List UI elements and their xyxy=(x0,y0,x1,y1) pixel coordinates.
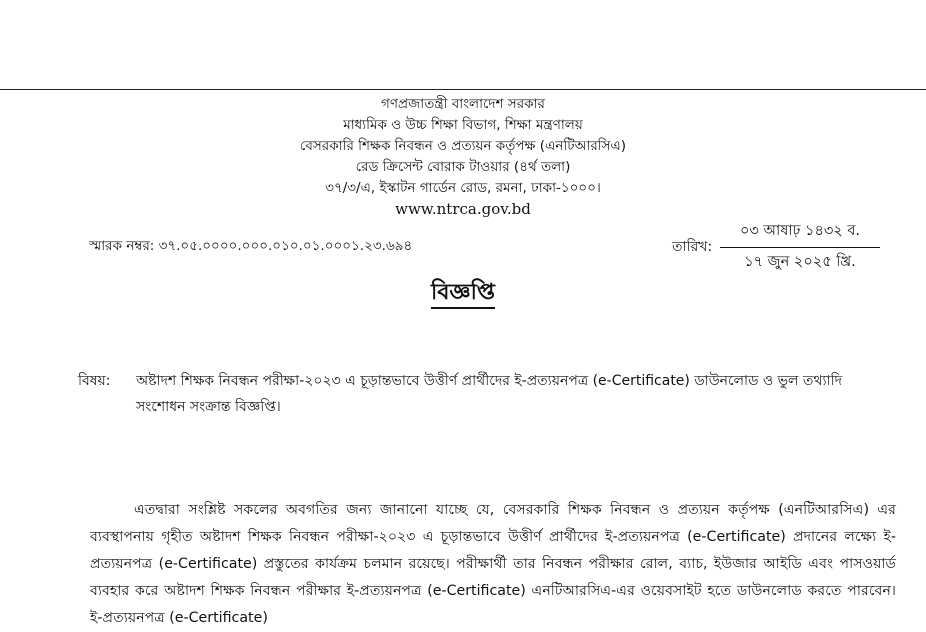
date-values xyxy=(720,220,880,275)
date-label: তারিখ: xyxy=(672,239,713,255)
subject-text: অষ্টাদশ শিক্ষক নিবন্ধন পরীক্ষা-২০২৩ এ চূড়ান্তভাবে উত্তীর্ণ প্রার্থীদের ই-প্রত্যয়নপত্র (e-Certificate) ডাউনলোড ও ভুল তথ্যাদি সংশোধন সংক্রান্ত বিজ্ঞপ্তি। xyxy=(136,373,842,415)
body-paragraph: এতদ্বারা সংশ্লিষ্ট সকলের অবগতির জন্য জানানো যাচ্ছে যে, বেসরকারি শিক্ষক নিবন্ধন ও প্রত্যয়ন কর্তৃপক্ষ (এনটিআরসিএ) এর ব্যবস্থাপনায় গৃহীত অষ্টাদশ শিক্ষক নিবন্ধন পরীক্ষা-২০২৩ এ চূড়ান্তভাবে উত্তীর্ণ প্রার্থীদের ই-প্রত্যয়নপত্র (e-Certificate) প্রদানের লক্ষ্যে ই-প্রত্যয়নপত্র (e-Certificate) প্রস্তুতের কার্যক্রম চলমান রয়েছে। পরীক্ষার্থী তার নিবন্ধন পরীক্ষার রোল, ব্যাচ, ইউজার আইডি এবং পাসওয়ার্ড ব্যবহার করে অষ্টাদশ শিক্ষক নিবন্ধন পরীক্ষার ই-প্রত্যয়নপত্র (e-Certificate) এনটিআরসিএ-এর ওয়েবসাইট হতে ডাউনলোড করতে পারবেন। ই-প্রত্যয়নপত্র (e-Certificate) xyxy=(90,502,896,626)
letterhead-website: www.ntrca.gov.bd xyxy=(395,200,531,218)
letterhead-address: ৩৭/৩/এ, ইস্কাটন গার্ডেন রোড, রমনা, ঢাকা-১০০০। xyxy=(325,180,601,196)
subject-label: বিষয়: xyxy=(78,373,111,389)
notice-document xyxy=(0,90,926,632)
date-bengali: ০৩ আষাঢ় ১৪৩২ ব. xyxy=(720,220,880,248)
letterhead-authority: বেসরকারি শিক্ষক নিবন্ধন ও প্রত্যয়ন কর্তৃপক্ষ (এনটিআরসিএ) xyxy=(299,138,627,154)
letterhead xyxy=(0,94,926,220)
date-gregorian: ১৭ জুন ২০২৫ খ্রি. xyxy=(744,254,856,270)
top-blank-area xyxy=(0,0,926,90)
notice-title-text: বিজ্ঞপ্তি xyxy=(431,280,495,309)
notice-title xyxy=(0,275,926,312)
memo-number: স্মারক নম্বর: ৩৭.০৫.০০০০.০০০.০১০.০১.০০০১.২৩.৬৯৪ xyxy=(89,238,413,254)
letterhead-government: গণপ্রজাতন্ত্রী বাংলাদেশ সরকার xyxy=(381,96,545,112)
letterhead-building: রেড ক্রিসেন্ট বোরাক টাওয়ার (৪র্থ তলা) xyxy=(355,159,571,175)
subject-block xyxy=(78,368,878,420)
letterhead-ministry: মাধ্যমিক ও উচ্চ শিক্ষা বিভাগ, শিক্ষা মন্ত্রণালয় xyxy=(343,117,583,133)
